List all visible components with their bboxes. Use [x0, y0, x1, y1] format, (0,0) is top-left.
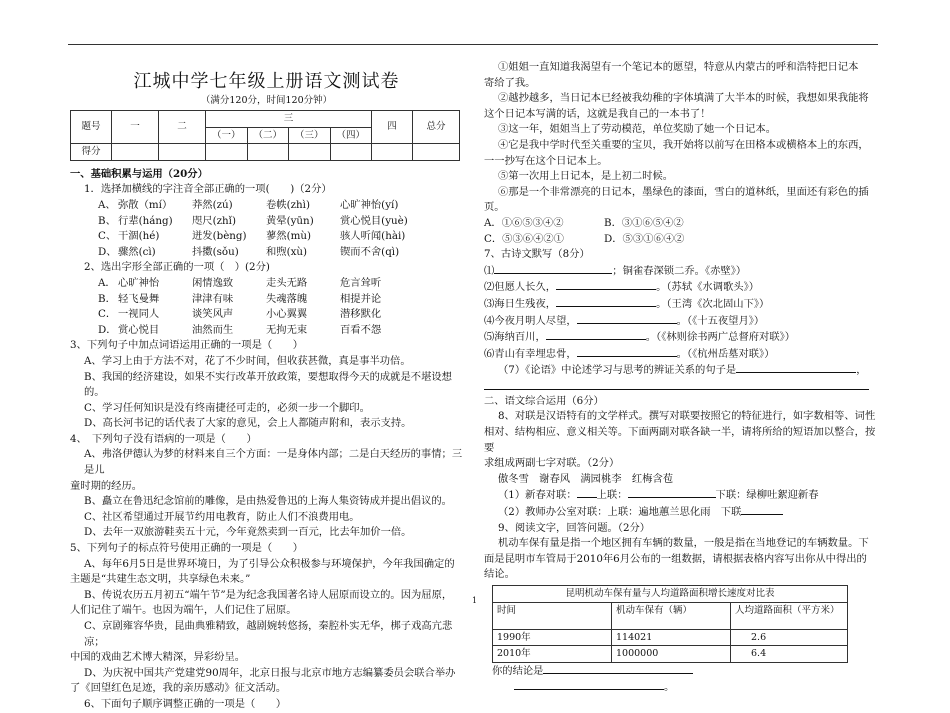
couplet-label: （1）新春对联：: [498, 489, 577, 502]
option-a: A、弗洛伊德认为梦的材料来自三个方面：一是身体内部；二是白天经历的事情；三是儿: [84, 448, 463, 477]
question-8-cont: 相对、结构相应、意义相关等。下面两副对联各缺一半，请将所给的短语加以整合，按要: [484, 426, 876, 454]
option-item: 心旷神怡: [118, 276, 160, 289]
conclusion-label: 你的结论是: [492, 664, 544, 677]
option-item: C．⑤③⑥④②①: [484, 232, 564, 245]
option-item: 百看不怨: [340, 323, 382, 336]
option-letter: A、: [98, 198, 116, 211]
poem-suffix: ；铜雀春深锁二乔。《赤壁》）: [612, 264, 747, 277]
question-1: 1．选择加横线的字注音全部正确的一项( )（2分）: [84, 183, 332, 196]
score-cell[interactable]: [112, 144, 159, 161]
table-row: [493, 629, 848, 646]
option-a-cont: 童时期的经历。: [70, 479, 143, 492]
sentence-1-cont: 寄给了我。: [484, 76, 536, 89]
table-row: [493, 646, 848, 663]
option-b: B、矗立在鲁迅纪念馆前的雕像，是由热爱鲁迅的上海人集资铸成并提出倡议的。: [84, 495, 452, 508]
option-item: 和煦(xù): [266, 245, 308, 258]
couplet-lower: 下联：绿柳吐絮迎新春: [715, 489, 819, 502]
question-4: 4、 下列句子没有语病的一项是（ ）: [70, 432, 257, 445]
score-cell[interactable]: [289, 144, 331, 161]
option-d: D、高长河书记的话代表了大家的意见，会上人都随声附和，表示支持。: [84, 417, 412, 430]
question-2: 2、选出字形全部正确的一项（ ）(2分): [84, 261, 270, 274]
option-item: 干涸(hé): [118, 230, 160, 243]
poem-line-5: [484, 329, 884, 346]
option-a-cont: 主题是“共建生态文明，共享绿色未来。”: [70, 573, 251, 586]
sentence-4: ④它是我中学时代至关重要的宝贝，我开始将以前写在田格本或横格本上的东西，: [498, 138, 869, 151]
question-9: 9、阅读文字，回答问题。（2分）: [498, 521, 651, 534]
table-cell: 2.6: [731, 629, 848, 646]
option-c-cont: 中国的戏曲艺术博大精深，异彩纷呈。: [70, 651, 246, 664]
right-column: [484, 60, 884, 696]
poem-prefix: ⑵但愿人长久，: [484, 281, 557, 294]
option-c: C、京剧雍容华贵，昆曲典雅精致，越剧婉转悠扬，秦腔朴实无华，梆子戏高亢悲凉；: [84, 620, 453, 648]
score-cell[interactable]: [206, 144, 248, 161]
option-item: 心旷神怡(yí): [340, 198, 399, 211]
option-b-cont: 人们记住了端午。也因为端午，人们记住了屈原。: [70, 604, 297, 617]
option-item: B．③①⑥⑤④②: [604, 216, 684, 229]
question-8-cont: 求组成两副七字对联。（2分）: [484, 457, 620, 470]
answer-blank[interactable]: [546, 329, 646, 340]
option-item: 莽然(zú): [192, 198, 233, 211]
score-header: 二: [159, 111, 206, 144]
poem-line-7: [484, 362, 884, 379]
option-d: D、去年一双旅游鞋卖五十元，今年竟然卖到一百元，比去年加价一倍。: [84, 526, 412, 539]
score-header: 四: [372, 111, 413, 144]
option-row: [70, 229, 463, 245]
sentence-5: ⑤第一次用上日记本，是上初二时候。: [498, 170, 674, 183]
option-c: C、学习任何知识是没有终南捷径可走的，必须一步一个脚印。: [84, 401, 370, 414]
option-item: 弥散（mí）: [118, 198, 173, 211]
score-header: 题号: [71, 111, 112, 144]
poem-line-4: [484, 313, 884, 330]
option-item: 轻飞曼舞: [118, 292, 160, 305]
sentence-4-cont: 一一抄写在这个日记本上。: [484, 154, 608, 167]
option-letter: C、: [98, 230, 117, 243]
poem-prefix: ⑴: [484, 264, 495, 277]
score-subheader: （二）: [247, 127, 289, 144]
answer-blank[interactable]: [577, 487, 597, 498]
option-d: D、为庆祝中国共产党建党90周年，北京日报与北京市地方志编纂委员会联合举办: [84, 666, 456, 679]
option-item: 无拘无束: [266, 323, 308, 336]
poem-suffix: 。（《十五夜望月》）: [676, 314, 765, 327]
option-row: [70, 307, 463, 323]
poem-prefix: （7）《论语》中论述学习与思考的辨证关系的句子是: [498, 364, 737, 377]
answer-blank[interactable]: [577, 313, 677, 324]
option-item: 闲情逸致: [192, 276, 234, 289]
conclusion-line-2: [514, 679, 884, 696]
question-5: 5、下列句子的标点符号使用正确的一项是（ ）: [70, 542, 304, 555]
option-item: 骤然(cì): [118, 245, 156, 258]
conclusion-line: [492, 663, 884, 680]
option-letter: D、: [98, 245, 117, 258]
data-table: [492, 585, 848, 663]
poem-prefix: ⑶海日生残夜，: [484, 297, 557, 310]
option-a: A、每年6月5日是世界环境日，为了引导公众积极参与环境保护，今年我国确定的: [84, 557, 455, 570]
table-header: 人均道路面积（平方米）: [731, 602, 848, 629]
table-cell: 1000000: [612, 646, 731, 663]
answer-blank[interactable]: [494, 263, 612, 274]
option-item: 津津有味: [192, 292, 234, 305]
page-number: 1: [472, 596, 478, 605]
score-subheader: （一）: [206, 127, 248, 144]
couplet-upper: 上联：: [596, 489, 628, 502]
sentence-1: ①姐姐一直知道我渴望有一个笔记本的愿望，特意从内蒙古的呼和浩特把日记本: [498, 61, 859, 73]
option-item: 一视同人: [118, 308, 160, 321]
score-cell[interactable]: [413, 144, 460, 161]
sentence-6-cont: 页。: [484, 201, 505, 214]
poem-prefix: ⑷今夜月明人尽望，: [484, 314, 577, 327]
option-b: B、传说农历五月初五“端午节”是为纪念我国著名诗人屈原而设立的。因为屈原，: [84, 588, 453, 601]
poem-suffix: 。（王湾《次北固山下》）: [656, 297, 770, 310]
option-item: 行辈(háng): [118, 214, 173, 227]
option-item: 相提并论: [340, 292, 382, 305]
option-item: 咫尺(zhǐ): [192, 214, 236, 227]
section-heading: 二、语文综合运用（6分）: [484, 394, 604, 407]
question-8: 8、对联是汉语特有的文学样式。撰写对联要按照它的特征进行，如字数相等、词性: [498, 410, 876, 423]
score-row-label: 得分: [71, 144, 112, 161]
sentence-2: ②越抄越多，当日记本已经被我幼稚的字体填满了大半本的时候，我想如果我能将: [498, 92, 869, 105]
score-subheader: （三）: [289, 127, 331, 144]
answer-blank[interactable]: [514, 679, 664, 690]
poem-suffix: 。（《杭州岳墓对联》）: [676, 347, 775, 360]
page-title: 江城中学七年级上册语文测试卷: [133, 71, 400, 92]
poem-suffix: 。（《林则徐书两广总督府对联》）: [645, 331, 796, 344]
option-row: [70, 245, 463, 261]
option-item: 迸发(bèng): [192, 230, 247, 243]
poem-line-2: [484, 279, 884, 296]
question-9-text: 面是昆明市车管局于2010年6月公布的一组数据，请根据表格内容写出你从中得出的: [484, 552, 867, 565]
left-column: [70, 60, 463, 713]
option-item: 潜移默化: [340, 308, 382, 321]
option-letter: C．: [98, 308, 117, 321]
option-item: 危言耸听: [340, 276, 382, 289]
option-item: 抖擞(sǒu): [192, 245, 239, 258]
couplet-2: [484, 504, 884, 521]
option-item: 卷帙(zhì): [266, 198, 310, 211]
conclusion-end: 。: [664, 681, 675, 694]
sentence-2-cont: 这个日记本写满的话，这就是我自己的一本书了！: [484, 107, 711, 120]
sentence-3: ③这一年，姐姐当上了劳动模范，单位奖励了她一个日记本。: [498, 123, 777, 136]
option-a: A、学习上由于方法不对，花了不少时间，但收获甚微，真是事半功倍。: [84, 354, 411, 367]
option-row: [70, 292, 463, 308]
poem-line-1: [484, 263, 884, 280]
question-9-text: 机动车保有量是指一个地区拥有车辆的数量，一般是指在当地登记的车辆数量。下: [498, 537, 869, 550]
poem-line-6: [484, 346, 884, 363]
option-row: [484, 232, 884, 248]
option-item: 失魂落魄: [266, 292, 308, 305]
answer-blank[interactable]: [628, 487, 716, 498]
option-letter: D．: [98, 323, 117, 336]
answer-blank[interactable]: [741, 504, 783, 515]
poem-prefix: ⑹青山有幸埋忠骨，: [484, 347, 577, 360]
poem-line-3: [484, 296, 884, 313]
option-row: [70, 198, 463, 214]
poem-suffix: ，: [856, 364, 867, 377]
section-heading: 一、基础积累与运用（20分）: [70, 167, 208, 180]
question-9-text: 结论。: [484, 568, 515, 581]
score-cell[interactable]: [159, 144, 206, 161]
option-item: A．①⑥⑤③④②: [484, 216, 564, 229]
score-table: [70, 110, 460, 161]
option-item: 骇人听闻(hài): [340, 230, 406, 243]
option-item: 锲而不舍(qì): [340, 245, 400, 258]
option-item: 谈笑风声: [192, 308, 234, 321]
header-rule: [68, 44, 878, 45]
poem-suffix: 。（苏轼《水调歌头》）: [656, 281, 760, 294]
table-header: 时间: [493, 602, 612, 629]
question-7: 7、古诗文默写（8分）: [484, 248, 590, 261]
table-caption: 昆明机动车保有量与人均道路面积增长速度对比表: [493, 586, 848, 603]
table-cell: 6.4: [731, 646, 848, 663]
answer-blank[interactable]: [556, 296, 656, 307]
answer-blank[interactable]: [736, 362, 856, 373]
answer-blank[interactable]: [556, 279, 656, 290]
option-item: 走头无路: [266, 276, 308, 289]
option-item: D．⑤③①⑥④②: [604, 232, 685, 245]
score-cell[interactable]: [247, 144, 289, 161]
option-item: 蓼然(mù): [266, 230, 312, 243]
couplet-1: [484, 487, 884, 504]
score-cell[interactable]: [330, 144, 372, 161]
option-c: C、社区希望通过开展节约用电教育，防止人们不浪费用电。: [84, 510, 360, 523]
option-item: 赏心悦目: [118, 323, 160, 336]
answer-blank[interactable]: [543, 663, 693, 674]
option-d-cont: 了《回望红色足迹，我的亲历感动》征文活动。: [70, 682, 287, 695]
option-item: 黄晕(yūn): [266, 214, 314, 227]
word-bank: 傲冬雪 谢春风 满园桃李 红梅含苞: [498, 472, 674, 485]
table-cell: 114021: [612, 629, 731, 646]
table-header: 机动车保有（辆）: [612, 602, 731, 629]
option-row: [70, 323, 463, 339]
option-letter: A．: [98, 276, 116, 289]
option-item: 小心翼翼: [266, 308, 308, 321]
page-subtitle: （满分120分，时间120分钟）: [200, 95, 333, 106]
option-row: [70, 276, 463, 292]
option-item: 油然而生: [192, 323, 234, 336]
score-header: 三: [206, 111, 372, 128]
question-6: 6、下面句子顺序调整正确的一项是（ ）: [84, 697, 287, 710]
sentence-6: ⑥那是一个非常漂亮的日记本，墨绿色的漆面，雪白的道林纸，里面还有彩色的插: [498, 185, 869, 198]
answer-blank[interactable]: [577, 346, 677, 357]
score-cell[interactable]: [372, 144, 413, 161]
option-row: [484, 216, 884, 232]
option-letter: B、: [98, 214, 116, 227]
option-b: B、我国的经济建设，如果不实行改革开放政策，要想取得今天的成就是不堪设想的。: [84, 370, 452, 399]
question-3: 3、下列句子中加点词语运用正确的一项是（ ）: [70, 339, 304, 352]
option-row: [70, 214, 463, 230]
option-letter: B．: [98, 292, 116, 305]
score-header: 总分: [413, 111, 460, 144]
couplet-label: （2）教师办公室对联：上联：遍地蕙兰思化雨 下联: [498, 506, 742, 519]
score-subheader: （四）: [330, 127, 372, 144]
option-item: 赏心悦目(yuè): [340, 214, 408, 227]
table-cell: 2010年: [493, 646, 612, 663]
poem-prefix: ⑸海纳百川，: [484, 331, 546, 344]
answer-line[interactable]: [484, 379, 869, 390]
table-cell: 1990年: [493, 629, 612, 646]
score-header: 一: [112, 111, 159, 144]
